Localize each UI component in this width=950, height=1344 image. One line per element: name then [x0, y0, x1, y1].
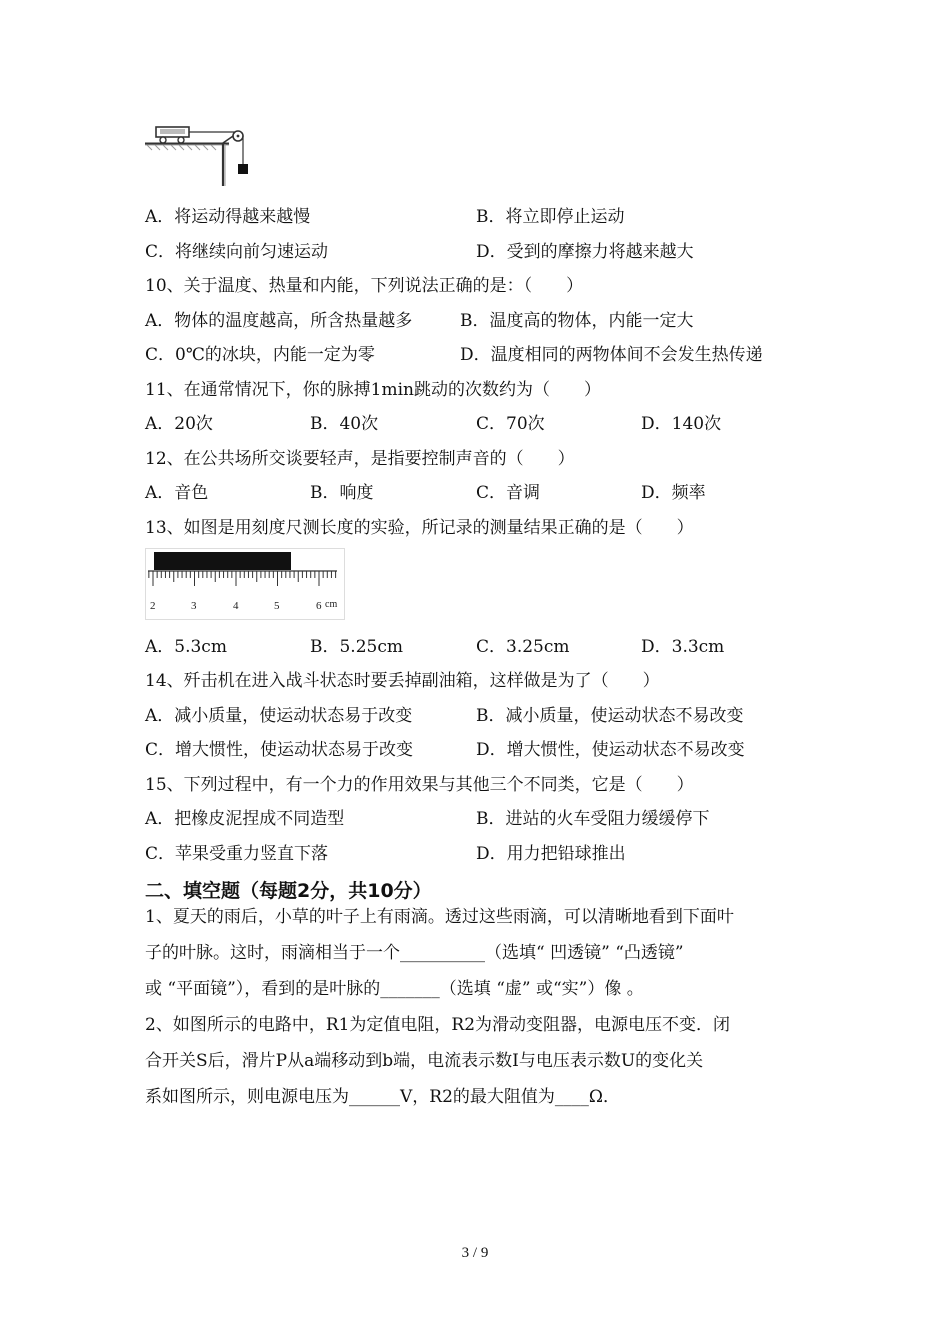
- q11-option-d: D．140次: [641, 414, 722, 434]
- q12-option-d: D．频率: [641, 483, 706, 503]
- ruler-label-2: 2: [150, 600, 156, 612]
- ruler-label-5: 5: [274, 600, 280, 612]
- q14-stem: 14、歼击机在进入战斗状态时要丢掉副油箱，这样做是为了（ ）: [145, 671, 660, 691]
- q10-stem: 10、关于温度、热量和内能，下列说法正确的是：（ ）: [145, 276, 584, 296]
- fill-q2-line-3: 系如图所示，则电源电压为______V，R2的最大阻值为____Ω．: [145, 1087, 620, 1107]
- q11-option-b: B．40次: [310, 414, 379, 434]
- q9-option-c: C．将继续向前匀速运动: [145, 242, 329, 262]
- q14-option-c: C．增大惯性，使运动状态易于改变: [145, 740, 414, 760]
- cart-pulley-figure: [143, 124, 258, 188]
- ruler-label-6: 6: [316, 600, 322, 612]
- fill-q2-line-2: 合开关S后，滑片P从a端移动到b端，电流表示数I与电压表示数U的变化关: [145, 1051, 704, 1071]
- q9-option-b: B．将立即停止运动: [476, 207, 625, 227]
- q10-option-b: B．温度高的物体，内能一定大: [460, 311, 694, 331]
- q9-option-d: D．受到的摩擦力将越来越大: [476, 242, 694, 262]
- q10-option-a: A．物体的温度越高，所含热量越多: [145, 311, 413, 331]
- fill-q2-line-1: 2、如图所示的电路中，R1为定值电阻，R2为滑动变阻器，电源电压不变．闭: [145, 1015, 731, 1035]
- q15-option-c: C．苹果受重力竖直下落: [145, 844, 329, 864]
- q14-option-a: A．减小质量，使运动状态易于改变: [145, 706, 413, 726]
- q11-option-a: A．20次: [145, 414, 213, 434]
- q12-stem: 12、在公共场所交谈要轻声，是指要控制声音的（ ）: [145, 449, 575, 469]
- q11-option-c: C．70次: [476, 414, 545, 434]
- ruler-label-3: 3: [191, 600, 197, 612]
- ruler-unit: cm: [325, 599, 338, 610]
- q13-stem: 13、如图是用刻度尺测长度的实验，所记录的测量结果正确的是（ ）: [145, 518, 694, 538]
- fill-q1-line-3: 或 “平面镜”），看到的是叶脉的_______（选填 “虚” 或“实”）像 。: [145, 979, 644, 999]
- q13-option-a: A．5.3cm: [145, 637, 227, 657]
- q14-option-d: D．增大惯性，使运动状态不易改变: [476, 740, 745, 760]
- q13-option-d: D．3.3cm: [641, 637, 725, 657]
- measured-object: [154, 552, 291, 570]
- q12-option-b: B．响度: [310, 483, 374, 503]
- q14-option-b: B．减小质量，使运动状态不易改变: [476, 706, 744, 726]
- q12-option-a: A．音色: [145, 483, 209, 503]
- q11-stem: 11、在通常情况下，你的脉搏1min跳动的次数约为（ ）: [145, 380, 601, 400]
- q15-option-b: B．进站的火车受阻力缓缓停下: [476, 809, 710, 829]
- q10-option-c: C．0℃的冰块，内能一定为零: [145, 345, 375, 365]
- ruler-figure: [145, 548, 345, 620]
- q15-option-a: A．把橡皮泥捏成不同造型: [145, 809, 345, 829]
- fill-q1-line-2: 子的叶脉。这时，雨滴相当于一个__________（选填“ 凹透镜” “凸透镜”: [145, 943, 684, 963]
- section-title-fill-blank: 二、填空题（每题2分，共10分）: [145, 880, 432, 902]
- q10-option-d: D．温度相同的两物体间不会发生热传递: [460, 345, 763, 365]
- q15-option-d: D．用力把铅球推出: [476, 844, 626, 864]
- q13-option-b: B．5.25cm: [310, 637, 403, 657]
- q15-stem: 15、下列过程中，有一个力的作用效果与其他三个不同类，它是（ ）: [145, 775, 694, 795]
- q13-option-c: C．3.25cm: [476, 637, 570, 657]
- q9-option-a: A．将运动得越来越慢: [145, 207, 311, 227]
- page-number: 3 / 9: [461, 1245, 489, 1261]
- ruler-label-4: 4: [233, 600, 239, 612]
- fill-q1-line-1: 1、夏天的雨后，小草的叶子上有雨滴。透过这些雨滴，可以清晰地看到下面叶: [145, 907, 734, 927]
- q12-option-c: C．音调: [476, 483, 541, 503]
